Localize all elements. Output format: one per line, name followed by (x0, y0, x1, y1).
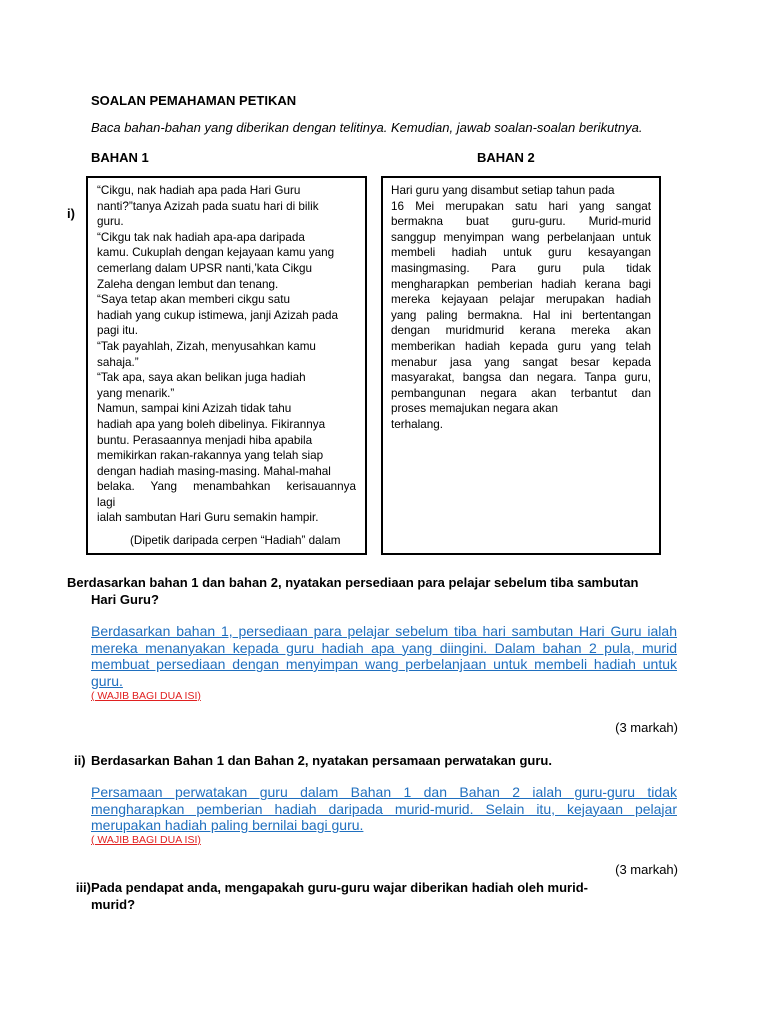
passage-line: hadiah apa yang boleh dibelinya. Fikirannya (97, 417, 326, 431)
passage-line: proses memajukan negara akan (391, 402, 558, 416)
question-3-line-2: murid? (91, 897, 136, 912)
passage-line: dengan hadiah masing-masing. Mahal-mahal (97, 464, 331, 478)
answer-2: Persamaan perwatakan guru dalam Bahan 1 dan Bahan 2 ialah guru-guru tidak mengharapkan pemberian hadiah daripada murid-murid. Selain itu, kejayaan pelajar merupakan hadiah paling bernilai bagi guru. (91, 784, 677, 833)
passage-line: Zaleha dengan lembut dan tenang. (97, 277, 279, 291)
passage-line: “Tak payahlah, Zizah, menyusahkan kamu (97, 339, 316, 353)
question-3-line-1: Pada pendapat anda, mengapakah guru-guru wajar diberikan hadiah oleh murid- (91, 880, 588, 895)
question-number-1: i) (67, 206, 75, 221)
mandatory-note-1: ( WAJIB BAGI DUA ISI) (91, 690, 201, 702)
passage-line: “Saya tetap akan memberi cikgu satu (97, 293, 290, 307)
mandatory-note-2: ( WAJIB BAGI DUA ISI) (91, 834, 201, 846)
passage-line: dengan muridmurid kerana mereka akan (391, 324, 651, 338)
passage-line: sahaja.” (97, 355, 139, 369)
page-title: SOALAN PEMAHAMAN PETIKAN (91, 93, 297, 108)
passage-line: mereka kejayaan pelajar merupakan hadiah (391, 293, 651, 307)
passage-line: nanti?”tanya Azizah pada suatu hari di bilik (97, 199, 319, 213)
passage-line: memikirkan rakan-rakannya yang telah siap (97, 449, 324, 463)
passage-line: 16 Mei merupakan satu hari yang sangat (391, 199, 651, 213)
passage-line: masingmasing. Para guru pula tidak (391, 261, 651, 275)
question-1 (67, 574, 687, 608)
passage-line: “Cikgu tak nak hadiah apa-apa daripada (97, 230, 305, 244)
passage-line: menabur jasa yang sangat besar kepada (391, 355, 651, 369)
passage-line: bermakna buat guru-guru. Murid-murid (391, 215, 651, 229)
passage-line: “Tak apa, saya akan belikan juga hadiah (97, 371, 306, 385)
bahan2-passage-box (381, 176, 661, 555)
passage-line: yang menarik.” (97, 386, 175, 400)
passage-line: cemerlang dalam UPSR nanti,’kata Cikgu (97, 261, 313, 275)
marks-2: (3 markah) (615, 862, 678, 877)
bahan1-label: BAHAN 1 (91, 150, 149, 165)
question-number-3: iii) (75, 880, 91, 895)
marks-1: (3 markah) (615, 720, 678, 735)
passage-line: memberikan hadiah kepada guru yang telah (391, 339, 651, 353)
passage-line: masyarakat, bangsa dan negara. Tanpa guru, (391, 371, 651, 385)
passage-line: Namun, sampai kini Azizah tidak tahu (97, 402, 292, 416)
passage-line: lagi (97, 495, 116, 509)
passage-line: guru. (97, 215, 124, 229)
question-3 (91, 879, 681, 913)
passage-line: yang paling bermakna. Hal ini bertentangan (391, 308, 651, 322)
passage-citation: (Dipetik daripada cerpen “Hadiah” dalam (130, 534, 341, 548)
passage-line: pembangunan negara akan terbantut dan (391, 386, 651, 400)
question-2: Berdasarkan Bahan 1 dan Bahan 2, nyatakan persamaan perwatakan guru. (91, 753, 552, 768)
question-1-line-2: Hari Guru? (91, 592, 159, 607)
passage-line: pagi itu. (97, 324, 138, 338)
question-number-2: ii) (74, 753, 86, 768)
passage-line: membeli hadiah untuk guru kesayangan (391, 246, 651, 260)
bahan2-label: BAHAN 2 (477, 150, 535, 165)
passage-line: mengharapkan pemberian hadiah kerana bagi (391, 277, 651, 291)
answer-1: Berdasarkan bahan 1, persediaan para pelajar sebelum tiba hari sambutan Hari Guru ialah mereka menanyakan kepada guru hadiah apa yang diingini. Dalam bahan 2 pula, murid membuat persediaan dengan menyimpan wang perbelanjaan untuk membeli hadiah untuk guru. (91, 623, 677, 689)
passage-line: Hari guru yang disambut setiap tahun pada (391, 184, 615, 197)
passage-line: ialah sambutan Hari Guru semakin hampir. (97, 511, 319, 525)
passage-line: buntu. Perasaannya menjadi hiba apabila (97, 433, 313, 447)
bahan1-passage-box (86, 176, 367, 555)
passage-line: terhalang. (391, 417, 443, 431)
passage-line: “Cikgu, nak hadiah apa pada Hari Guru (97, 184, 301, 197)
passage-line: sanggup menyimpan wang perbelanjaan untuk (391, 230, 651, 244)
passage-line: belaka. Yang menambahkan kerisauannya (97, 480, 356, 494)
instruction-text: Baca bahan-bahan yang diberikan dengan telitinya. Kemudian, jawab soalan-soalan berikutnya. (91, 120, 643, 135)
passage-line: kamu. Cukuplah dengan kejayaan kamu yang (97, 246, 335, 260)
question-1-line-1: Berdasarkan bahan 1 dan bahan 2, nyatakan persediaan para pelajar sebelum tiba sambutan (67, 575, 639, 590)
passage-line: hadiah yang cukup istimewa, janji Azizah pada (97, 308, 339, 322)
